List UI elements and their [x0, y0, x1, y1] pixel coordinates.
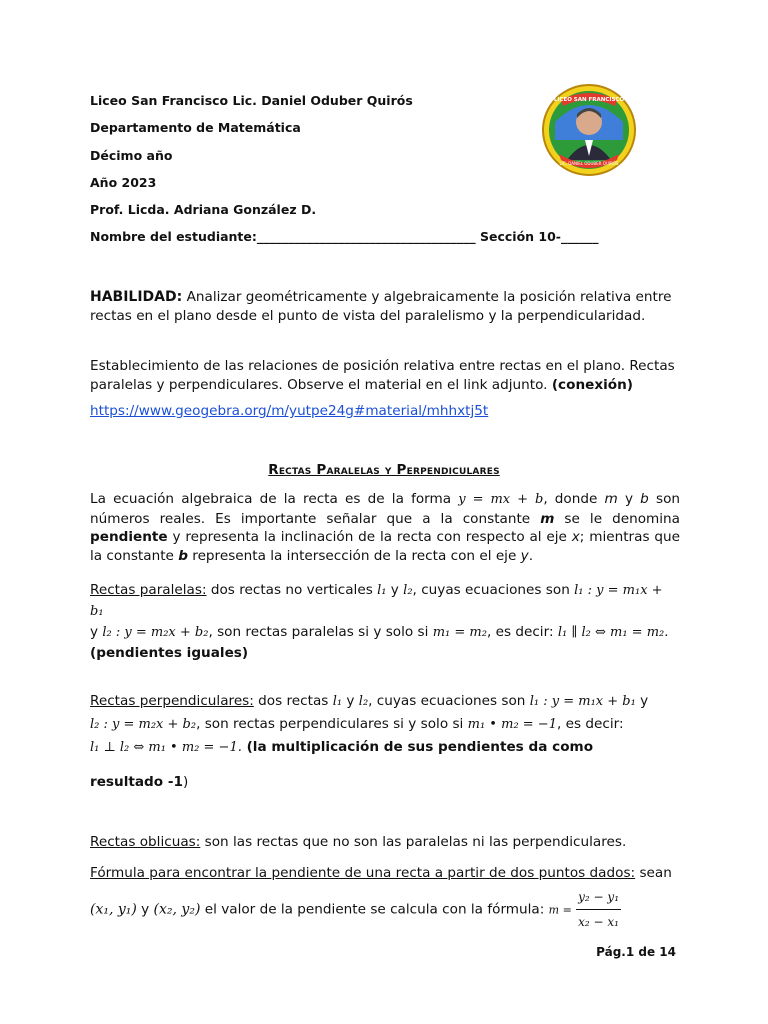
var-m-bold: m [540, 510, 555, 527]
var-b: b [640, 491, 649, 507]
var-y: y [520, 547, 529, 564]
perp-eq1: l₁ : y = m₁x + b₁ [529, 694, 636, 709]
paralelas-paragraph [90, 580, 680, 664]
paralelas-note: (pendientes iguales) [90, 645, 249, 661]
paralelas-equivalence: l₁ ∥ l₂ ⇔ m₁ = m₂. [557, 625, 669, 640]
perp-l1: l₁ [332, 694, 343, 709]
paralelas-label: Rectas paralelas: [90, 582, 207, 598]
logo-top-text: LICEO SAN FRANCISCO [553, 97, 625, 103]
paralelas-l2: l₂ [403, 583, 413, 598]
intro-bold: (conexión) [551, 376, 633, 393]
formula-text-1: sean [635, 865, 672, 881]
perp-text-3: , son rectas perpendiculares si y solo si [196, 716, 468, 732]
paralelas-eq1: l₁ : y = m₁x + b₁ [90, 583, 663, 619]
paralelas-condition: m₁ = m₂ [432, 625, 487, 640]
slope-numerator: y₂ − y₁ [576, 885, 621, 910]
formula-paragraph [90, 861, 680, 934]
school-logo [541, 82, 637, 178]
formula-label: Fórmula para encontrar la pendiente de una recta a partir de dos puntos dados: [90, 865, 636, 881]
definition-text-5: y representa la inclinación de la recta con respecto al eje [167, 529, 572, 545]
slope-denominator: x₂ − x₁ [578, 915, 619, 929]
paralelas-text-3: , son rectas paralelas si y solo si [208, 624, 433, 640]
paralelas-eq2: l₂ : y = m₂x + b₂ [102, 625, 209, 640]
department: Departamento de Matemática [90, 120, 301, 136]
oblicuas-paragraph [90, 833, 680, 852]
line-equation: y = mx + b [458, 492, 544, 507]
student-name-line: Nombre del estudiante:___________________________________ Sección 10-______ [90, 229, 599, 245]
var-b-bold: b [178, 547, 188, 564]
paralelas-and-2: y [90, 624, 103, 640]
paralelas-l1: l₁ [377, 583, 387, 598]
formula-text-2: el valor de la pendiente se calcula con la fórmula: [200, 901, 549, 918]
teacher: Prof. Licda. Adriana González D. [90, 202, 317, 218]
definition-text-4: se le denomina [554, 510, 680, 527]
definition-text-2: , donde [543, 491, 605, 507]
perp-and-2: y [635, 693, 649, 709]
year: Año 2023 [90, 174, 157, 190]
intro-text: Establecimiento de las relaciones de posición relativa entre rectas en el plano. Rectas paralelas y perpendiculares. Observe el material en el link adjunto. [90, 358, 675, 393]
perp-note-c: ) [182, 774, 189, 790]
perp-l2: l₂ [358, 694, 369, 709]
logo-bottom-text: LIC. DANIEL ODUBER QUIRÓS [559, 161, 619, 166]
definition-text-3: son números reales. Es importante señalar que a la constante [90, 491, 680, 527]
school-name: Liceo San Francisco Lic. Daniel Oduber Quirós [90, 93, 413, 108]
point-2: (x₂, y₂) [153, 901, 201, 918]
definition-text-8: . [528, 547, 534, 564]
point-1: (x₁, y₁) [90, 901, 137, 918]
grade: Décimo año [90, 147, 173, 163]
intro-paragraph [90, 357, 680, 394]
definition-text-1: La ecuación algebraica de la recta es de la forma [90, 491, 459, 507]
perp-text-4: , es decir: [556, 716, 624, 732]
slope-fraction [576, 885, 621, 934]
definition-paragraph [90, 490, 680, 565]
paralelas-text-2: , cuyas ecuaciones son [412, 582, 575, 598]
perp-eq2: l₂ : y = m₂x + b₂ [90, 717, 197, 732]
paralelas-text-1: dos rectas no verticales [206, 582, 378, 598]
habilidad-text: Analizar geométricamente y algebraicamente la posición relativa entre rectas en el plano desde el punto de vista del paralelismo y la perpendicularidad. [90, 289, 672, 324]
perp-text-1: dos rectas [253, 693, 333, 709]
oblicuas-label: Rectas oblicuas: [90, 834, 201, 850]
definition-and: y [617, 491, 641, 507]
link-line [90, 402, 680, 421]
perp-condition: m₁ • m₂ = −1 [467, 717, 557, 732]
perpendiculares-paragraph [90, 690, 680, 793]
oblicuas-text: son las rectas que no son las paralelas ni las perpendiculares. [200, 834, 627, 850]
pendiente-word: pendiente [90, 529, 168, 545]
section-title: Rectas Paralelas y Perpendiculares [268, 462, 500, 478]
definition-text-6: ; mientras que la constante [90, 529, 680, 564]
perp-text-2: , cuyas ecuaciones son [368, 693, 530, 709]
geogebra-link[interactable]: https://www.geogebra.org/m/yutpe24g#material/mhhxtj5t [90, 403, 489, 419]
perp-and: y [342, 693, 359, 709]
habilidad-label: HABILIDAD: [90, 289, 183, 305]
var-m: m [604, 491, 618, 507]
definition-text-7: representa la intersección de la recta con el eje [187, 547, 521, 564]
slope-m: m = [548, 903, 572, 917]
paralelas-text-4: , es decir: [486, 624, 558, 640]
perp-equivalence: l₁ ⊥ l₂ ⇔ m₁ • m₂ = −1. [90, 740, 242, 755]
perp-note-a: (la multiplicación de sus pendientes da como [241, 739, 594, 755]
habilidad-paragraph [90, 288, 680, 325]
var-x: x [571, 529, 580, 545]
paralelas-and: y [386, 582, 404, 598]
formula-and: y [136, 901, 154, 918]
page-number: Pág.1 de 14 [596, 945, 676, 959]
perp-note-b: resultado -1 [90, 774, 183, 790]
perpendiculares-label: Rectas perpendiculares: [90, 693, 254, 709]
